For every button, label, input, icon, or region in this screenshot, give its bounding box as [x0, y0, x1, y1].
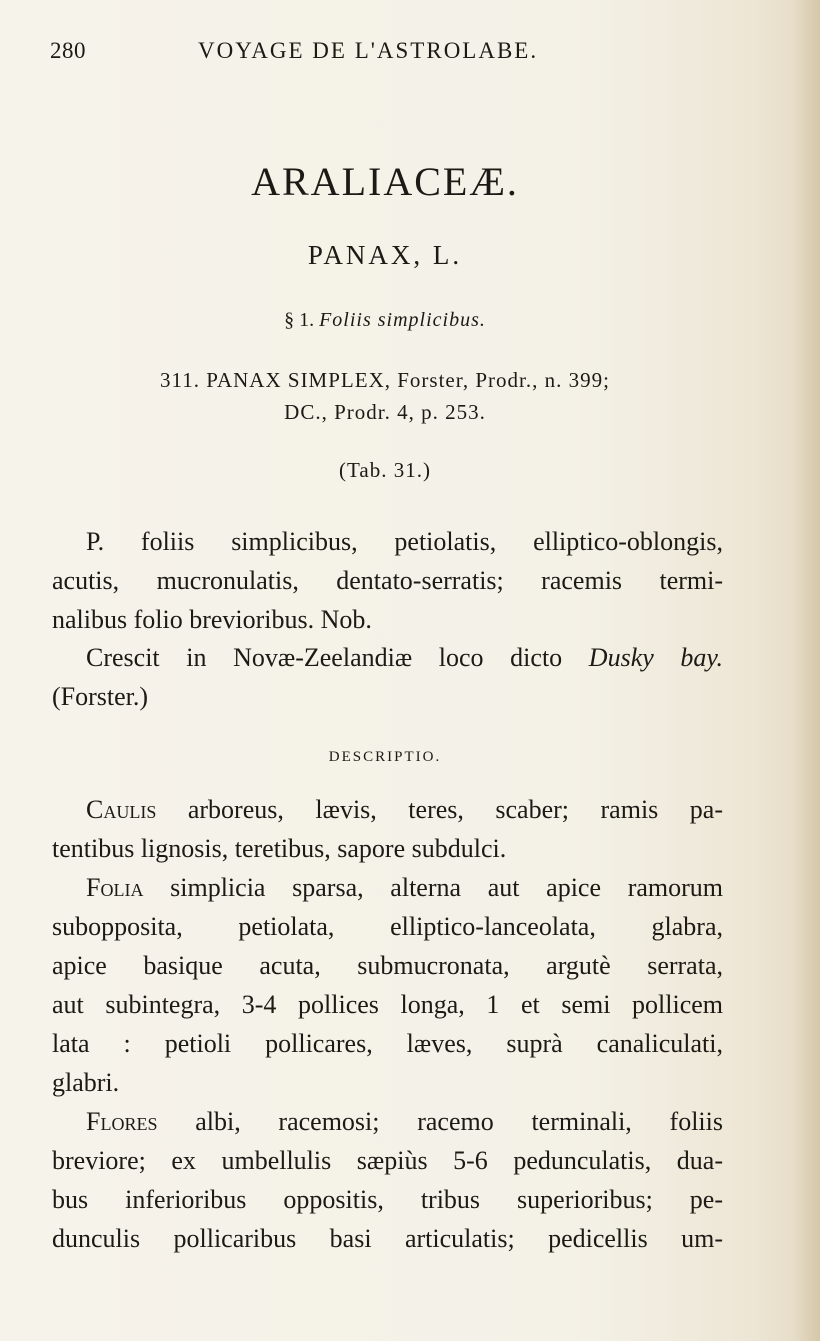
caulis-term: Caulis [86, 795, 157, 824]
flores-term: Flores [86, 1107, 158, 1136]
folia-line: apice basique acuta, submucronata, argutè serrata, [52, 951, 723, 980]
flores-line: bus inferioribus oppositis, tribus superioribus; pe- [52, 1185, 723, 1214]
section-number: 1. [299, 309, 315, 331]
flores-line: breviore; ex umbellulis sæpiùs 5-6 pedunculatis, dua- [52, 1146, 723, 1175]
family-title: ARALIACEÆ. [251, 159, 519, 204]
flores-line: dunculis pollicaribus basi articulatis; pedicellis um- [52, 1224, 723, 1253]
folia-line: lata : petioli pollicares, læves, suprà canaliculati, [52, 1029, 723, 1058]
folia-line: glabri. [52, 1068, 120, 1097]
flores-text: albi, racemosi; racemo terminali, foliis [195, 1107, 723, 1136]
diagnosis-line: P. foliis simplicibus, petiolatis, elliptico-oblongis, [86, 527, 723, 556]
species-name-line: 311. PANAX SIMPLEX, Forster, Prodr., n. 399; [160, 368, 610, 392]
diagnosis-line: acutis, mucronulatis, dentato-serratis; racemis termi- [52, 566, 723, 595]
habitat-place: Dusky bay. [588, 643, 723, 672]
flores-line [86, 1107, 723, 1137]
folia-term: Folia [86, 873, 144, 902]
page-number: 280 [50, 38, 86, 63]
caulis-text: arboreus, lævis, teres, scaber; ramis pa- [187, 795, 723, 824]
folia-text: simplicia sparsa, alterna aut apice ramorum [170, 873, 723, 902]
genus-title: PANAX, L. [307, 240, 463, 270]
caulis-line: tentibus lignosis, teretibus, sapore subdulci. [52, 834, 507, 863]
habitat-line [86, 643, 723, 673]
diagnosis-line: nalibus folio brevioribus. Nob. [52, 605, 372, 634]
folia-line: subopposita, petiolata, elliptico-lanceolata, glabra, [52, 912, 723, 941]
page-edge-shadow [794, 0, 820, 1341]
folia-line: aut subintegra, 3-4 pollices longa, 1 et semi pollicem [52, 990, 723, 1019]
habitat-text: Crescit in Novæ-Zeelandiæ loco dicto [86, 643, 563, 672]
section-heading [0, 309, 770, 332]
folia-line [86, 873, 723, 903]
running-head [0, 38, 820, 68]
plate-reference: (Tab. 31.) [339, 458, 431, 482]
species-reference-line: DC., Prodr. 4, p. 253. [284, 400, 486, 424]
section-title: Foliis simplicibus. [319, 309, 486, 331]
running-title: VOYAGE DE L'ASTROLABE. [198, 38, 539, 63]
description-heading: DESCRIPTIO. [328, 749, 442, 765]
caulis-line [86, 795, 723, 825]
section-symbol: § [284, 309, 295, 331]
habitat-source: (Forster.) [52, 682, 149, 711]
